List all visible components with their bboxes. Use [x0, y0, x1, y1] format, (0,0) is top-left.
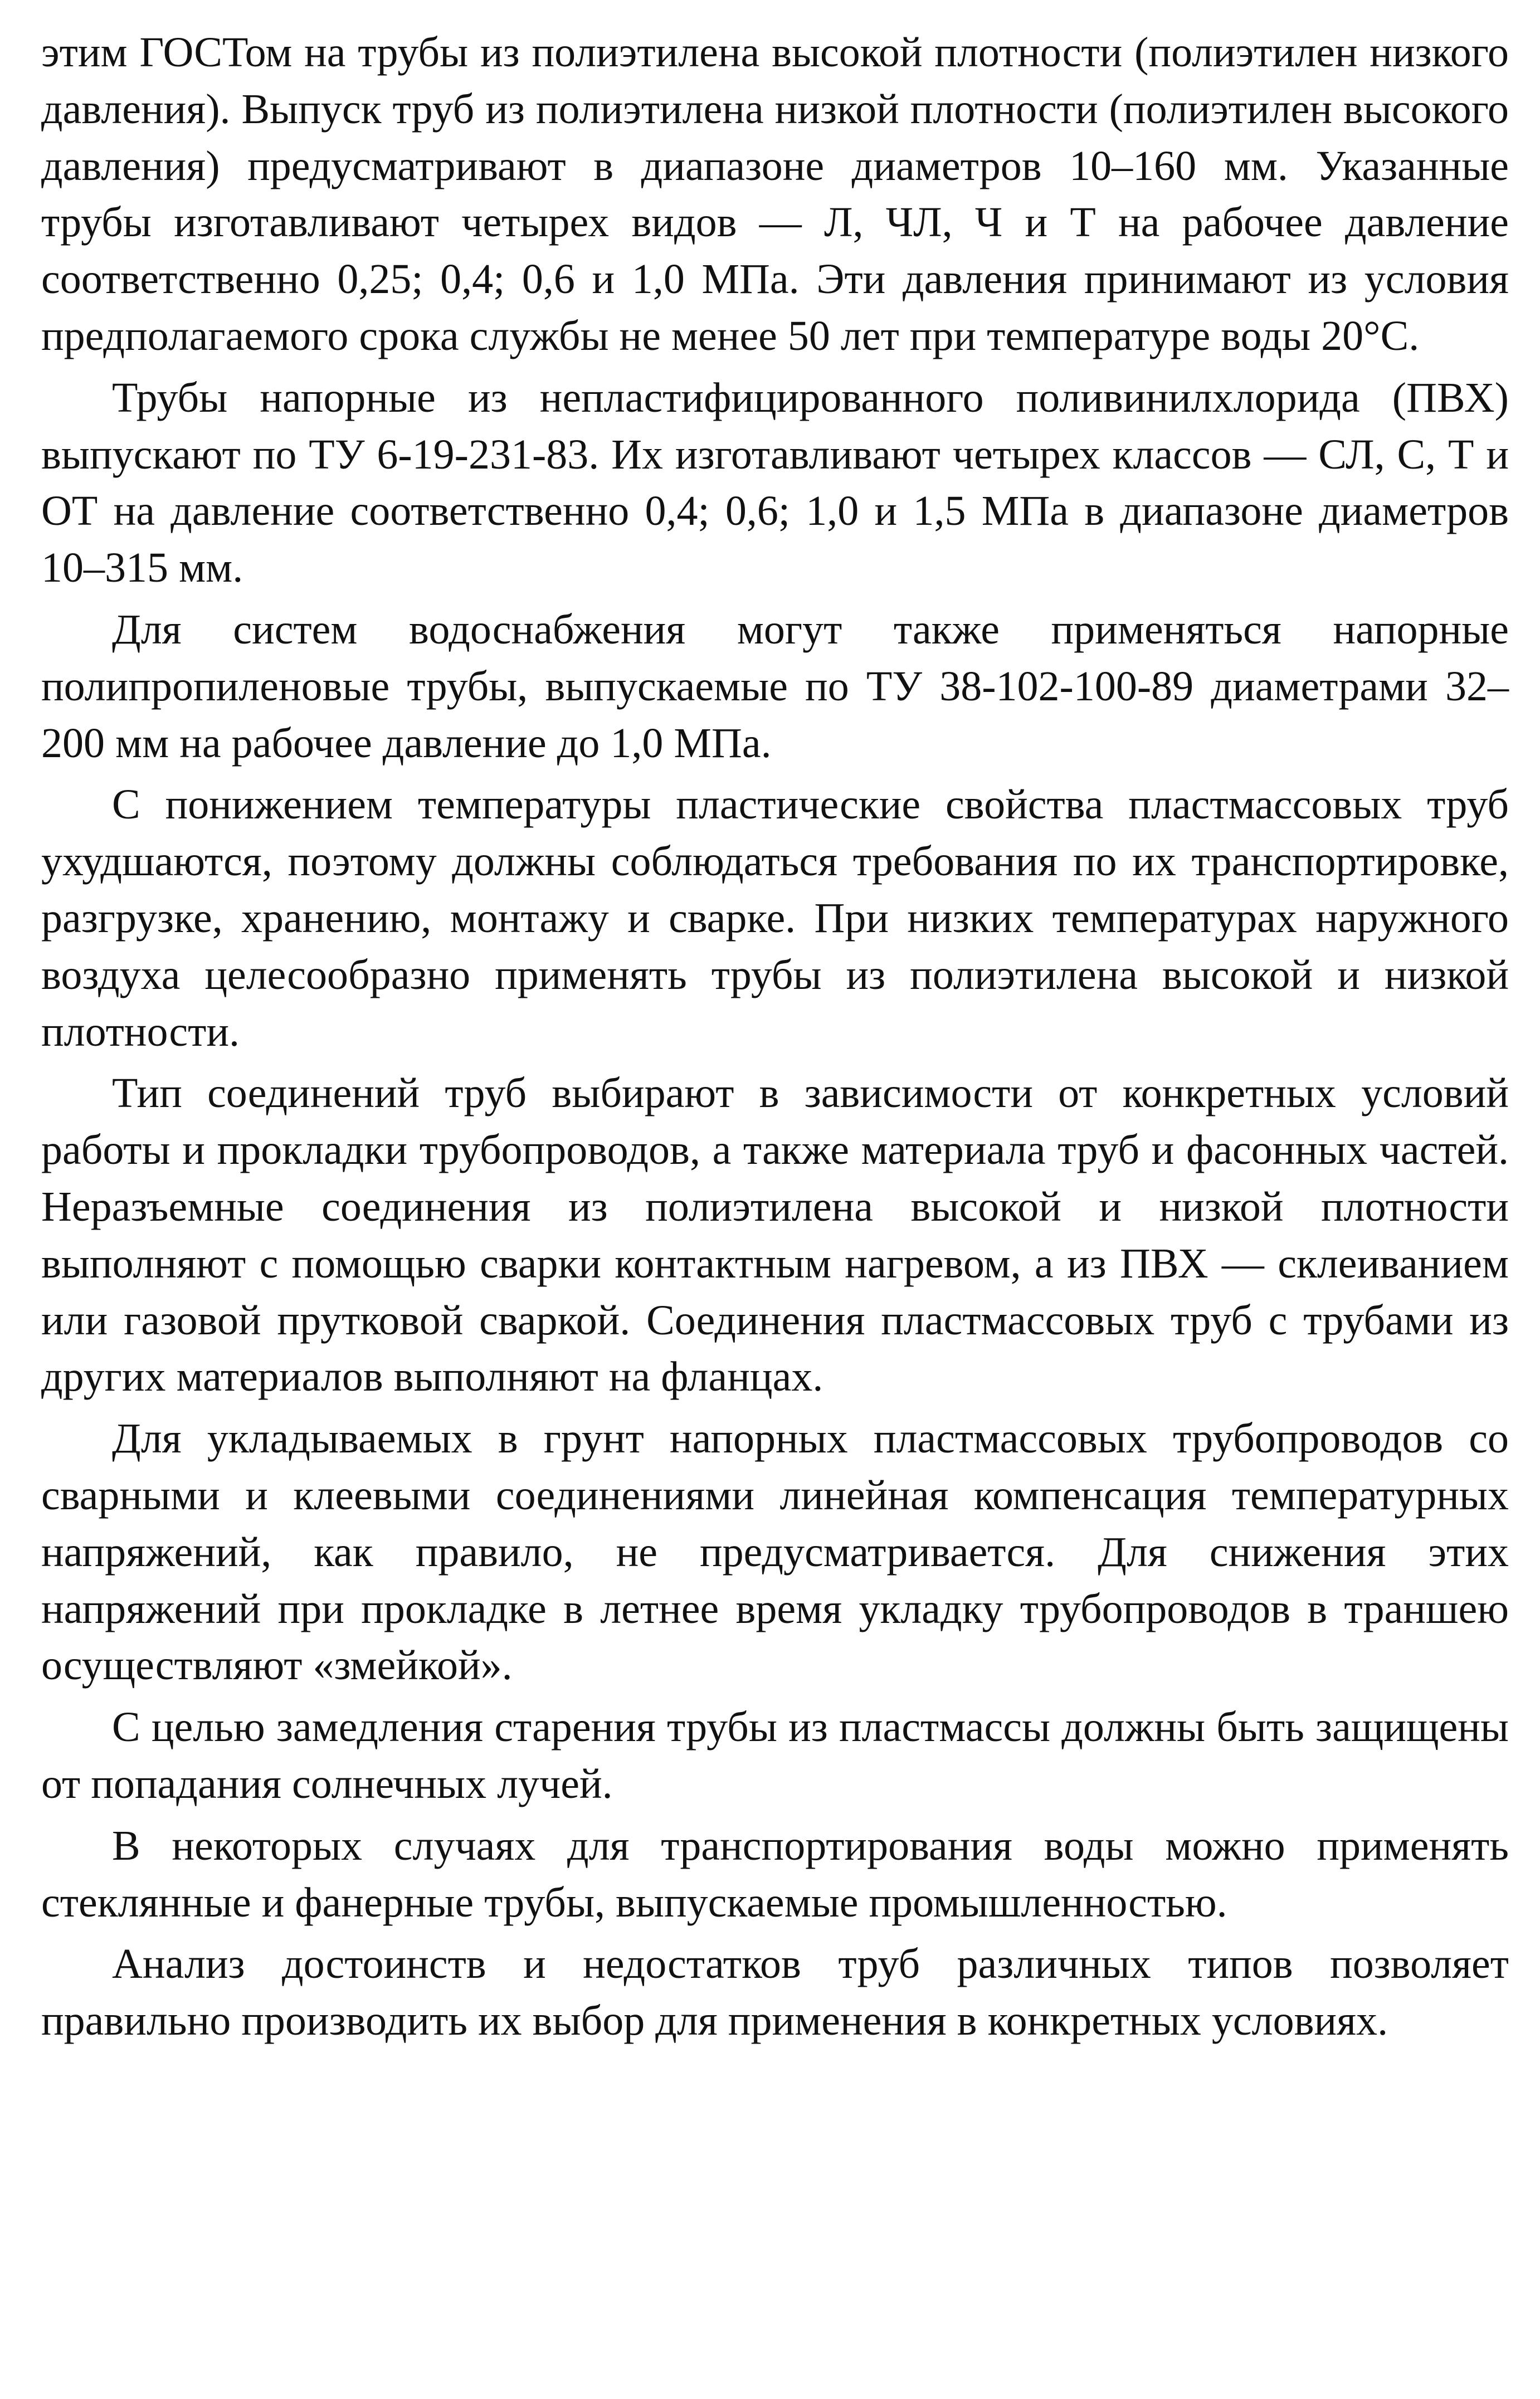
- document-page: [41, 25, 1509, 2050]
- paragraph-pvc-pipes: Трубы напорные из непластифицированного поливинилхлорида (ПВХ) выпускают по ТУ 6-19-231-83. Их изготавливают четырех классов — СЛ, С, Т и ОТ на давление соответственно 0,4; 0,6; 1,0 и 1,5 МПа в диапазоне диаметров 10–315 мм.: [41, 374, 1509, 592]
- paragraph-low-temperature: С понижением температуры пластические свойства пластмассовых труб ухудшаются, поэтому должны соблюдаться требования по их транспортировке, разгрузке, хранению, монтажу и сварке. При низких температурах наружного воздуха целесообразно применять трубы из полиэтилена высокой и низкой плотности.: [41, 781, 1509, 1055]
- paragraph-glass-plywood-pipes: В некоторых случаях для транспортирования воды можно применять стеклянные и фанерные трубы, выпускаемые промышленностью.: [41, 1822, 1509, 1926]
- paragraph-joint-types: Тип соединений труб выбирают в зависимости от конкретных условий работы и прокладки трубопроводов, а также материала труб и фасонных частей. Неразъемные соединения из полиэтилена высокой и низкой плотности выполняют с помощью сварки контактным нагревом, а из ПВХ — склеиванием или газовой прутковой сваркой. Соединения пластмассовых труб с трубами из других материалов выполняют на фланцах.: [41, 1070, 1509, 1401]
- paragraph-polyethylene-continuation: этим ГОСТом на трубы из полиэтилена высокой плотности (полиэтилен низкого давления). Выпуск труб из полиэтилена низкой плотности (полиэтилен высокого давления) предусматривают в диапазоне диаметров 10–160 мм. Указанные трубы изготавливают четырех видов — Л, ЧЛ, Ч и Т на рабочее давление соответственно 0,25; 0,4; 0,6 и 1,0 МПа. Эти давления принимают из условия предполагаемого срока службы не менее 50 лет при температуре воды 20°C.: [41, 29, 1509, 359]
- paragraph-sun-protection: С целью замедления старения трубы из пластмассы должны быть защищены от попадания солнечных лучей.: [41, 1704, 1509, 1807]
- paragraph-analysis-conclusion: Анализ достоинств и недостатков труб различных типов позволяет правильно производить их выбор для применения в конкретных условиях.: [41, 1940, 1509, 2045]
- paragraph-thermal-compensation: Для укладываемых в грунт напорных пластмассовых трубопроводов со сварными и клеевыми соединениями линейная компенсация температурных напряжений, как правило, не предусматривается. Для снижения этих напряжений при прокладке в летнее время укладку трубопроводов в траншею осуществляют «змейкой».: [41, 1415, 1509, 1689]
- paragraph-polypropylene-pipes: Для систем водоснабжения могут также применяться напорные полипропиленовые трубы, выпускаемые по ТУ 38-102-100-89 диаметрами 32–200 мм на рабочее давление до 1,0 МПа.: [41, 606, 1509, 767]
